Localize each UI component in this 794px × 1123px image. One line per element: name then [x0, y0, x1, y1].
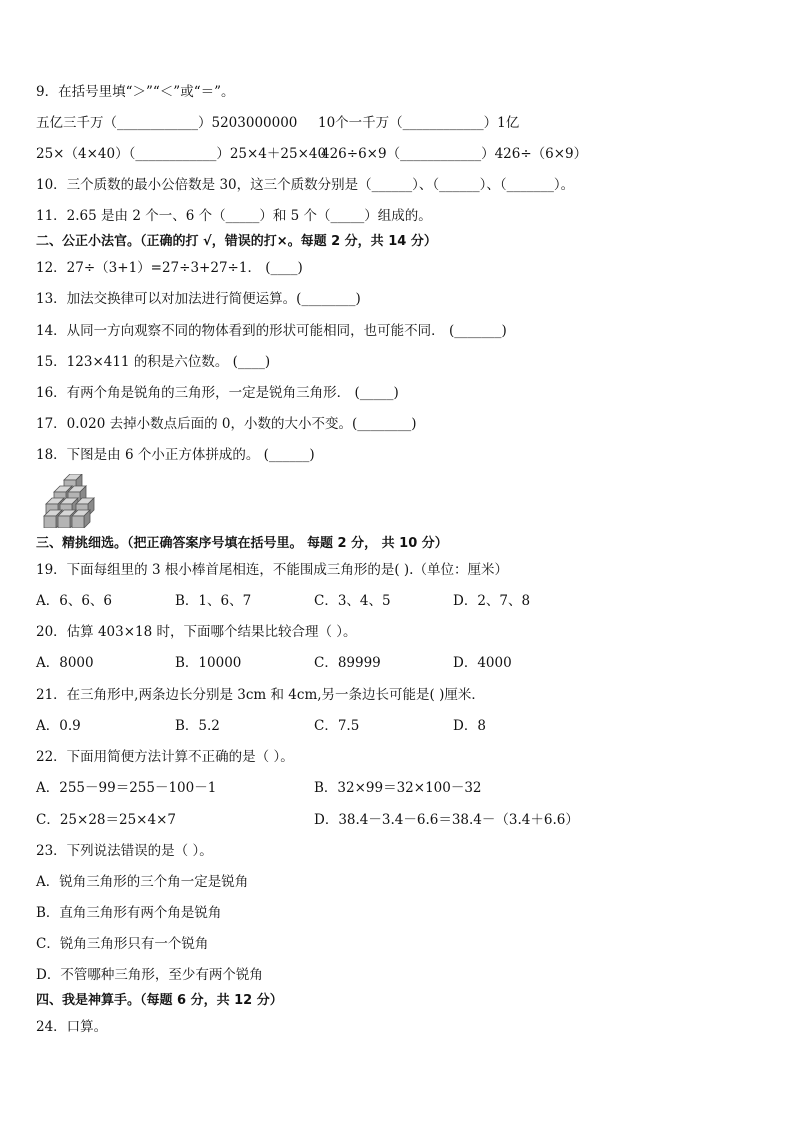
q23-option-a: A．锐角三角形的三个角一定是锐角: [36, 874, 249, 890]
q20-option-b: B．10000: [175, 655, 242, 671]
q21-option-d: D．8: [453, 718, 486, 734]
q22-option-c: C．25×28＝25×4×7: [36, 812, 176, 828]
q22-option-d: D．38.4－3.4－6.6＝38.4－（3.4＋6.6）: [314, 812, 579, 828]
q15: 15．123×411 的积是六位数。 (____): [36, 354, 271, 370]
q17: 17．0.020 去掉小数点后面的 0，小数的大小不变。(________): [36, 416, 417, 432]
q20-option-a: A．8000: [36, 655, 94, 671]
q9-stem: 9．在括号里填“＞”“＜”或“＝”。: [36, 84, 235, 100]
section-4-heading: 四、我是神算手。（每题 6 分，共 12 分）: [36, 993, 283, 1008]
q21-option-a: A．0.9: [36, 718, 81, 734]
q24: 24．口算。: [36, 1019, 108, 1035]
q12: 12．27÷（3+1）=27÷3+27÷1． (____): [36, 260, 303, 276]
q19-stem: 19．下面每组里的 3 根小棒首尾相连，不能围成三角形的是( ).（单位：厘米）: [36, 562, 508, 578]
q14: 14．从同一方向观察不同的物体看到的形状可能相同，也可能不同． (_______): [36, 323, 507, 339]
q22-stem: 22．下面用简便方法计算不正确的是（ ）。: [36, 749, 294, 765]
q9-row1-left: 五亿三千万（____________）5203000000: [36, 115, 298, 131]
q22-option-a: A．255－99＝255－100－1: [36, 780, 217, 796]
q16: 16．有两个角是锐角的三角形，一定是锐角三角形． (_____): [36, 385, 399, 401]
q20-option-d: D．4000: [453, 655, 512, 671]
q9-row2-left: 25×（4×40）（____________）25×4＋25×40: [36, 146, 327, 162]
q22-option-b: B．32×99＝32×100－32: [314, 780, 482, 796]
q18: 18．下图是由 6 个小正方体拼成的。 (______): [36, 447, 315, 463]
section-3-heading: 三、精挑细选。（把正确答案序号填在括号里。 每题 2 分， 共 10 分）: [36, 536, 448, 551]
q21-option-b: B．5.2: [175, 718, 220, 734]
q23-option-b: B．直角三角形有两个角是锐角: [36, 905, 222, 921]
q21-stem: 21．在三角形中,两条边长分别是 3cm 和 4cm,另一条边长可能是( )厘米．: [36, 687, 485, 703]
q13: 13．加法交换律可以对加法进行简便运算。(________): [36, 291, 361, 307]
q19-option-a: A．6、6、6: [36, 593, 113, 609]
q23-option-d: D．不管哪种三角形，至少有两个锐角: [36, 967, 263, 983]
q21-option-c: C．7.5: [314, 718, 360, 734]
q9-row2-right: 426÷6×9（____________）426÷（6×9）: [321, 146, 588, 162]
q20-option-c: C．89999: [314, 655, 381, 671]
section-2-heading: 二、公正小法官。（正确的打 √，错误的打×。每题 2 分，共 14 分）: [36, 234, 437, 249]
q20-stem: 20．估算 403×18 时，下面哪个结果比较合理（ ）。: [36, 624, 357, 640]
q10: 10．三个质数的最小公倍数是 30，这三个质数分别是（______）、（______）、（_______）。: [36, 177, 575, 193]
cube-stack-figure: [42, 474, 100, 528]
q9-row1-right: 10个一千万（____________）1亿: [318, 115, 520, 131]
q23-option-c: C．锐角三角形只有一个锐角: [36, 936, 209, 952]
q19-option-b: B．1、6、7: [175, 593, 252, 609]
q19-option-d: D．2、7、8: [453, 593, 531, 609]
q11: 11．2.65 是由 2 个一、6 个（_____）和 5 个（_____）组成的。: [36, 208, 432, 224]
q23-stem: 23．下列说法错误的是（ ）。: [36, 843, 213, 859]
q19-option-c: C．3、4、5: [314, 593, 391, 609]
